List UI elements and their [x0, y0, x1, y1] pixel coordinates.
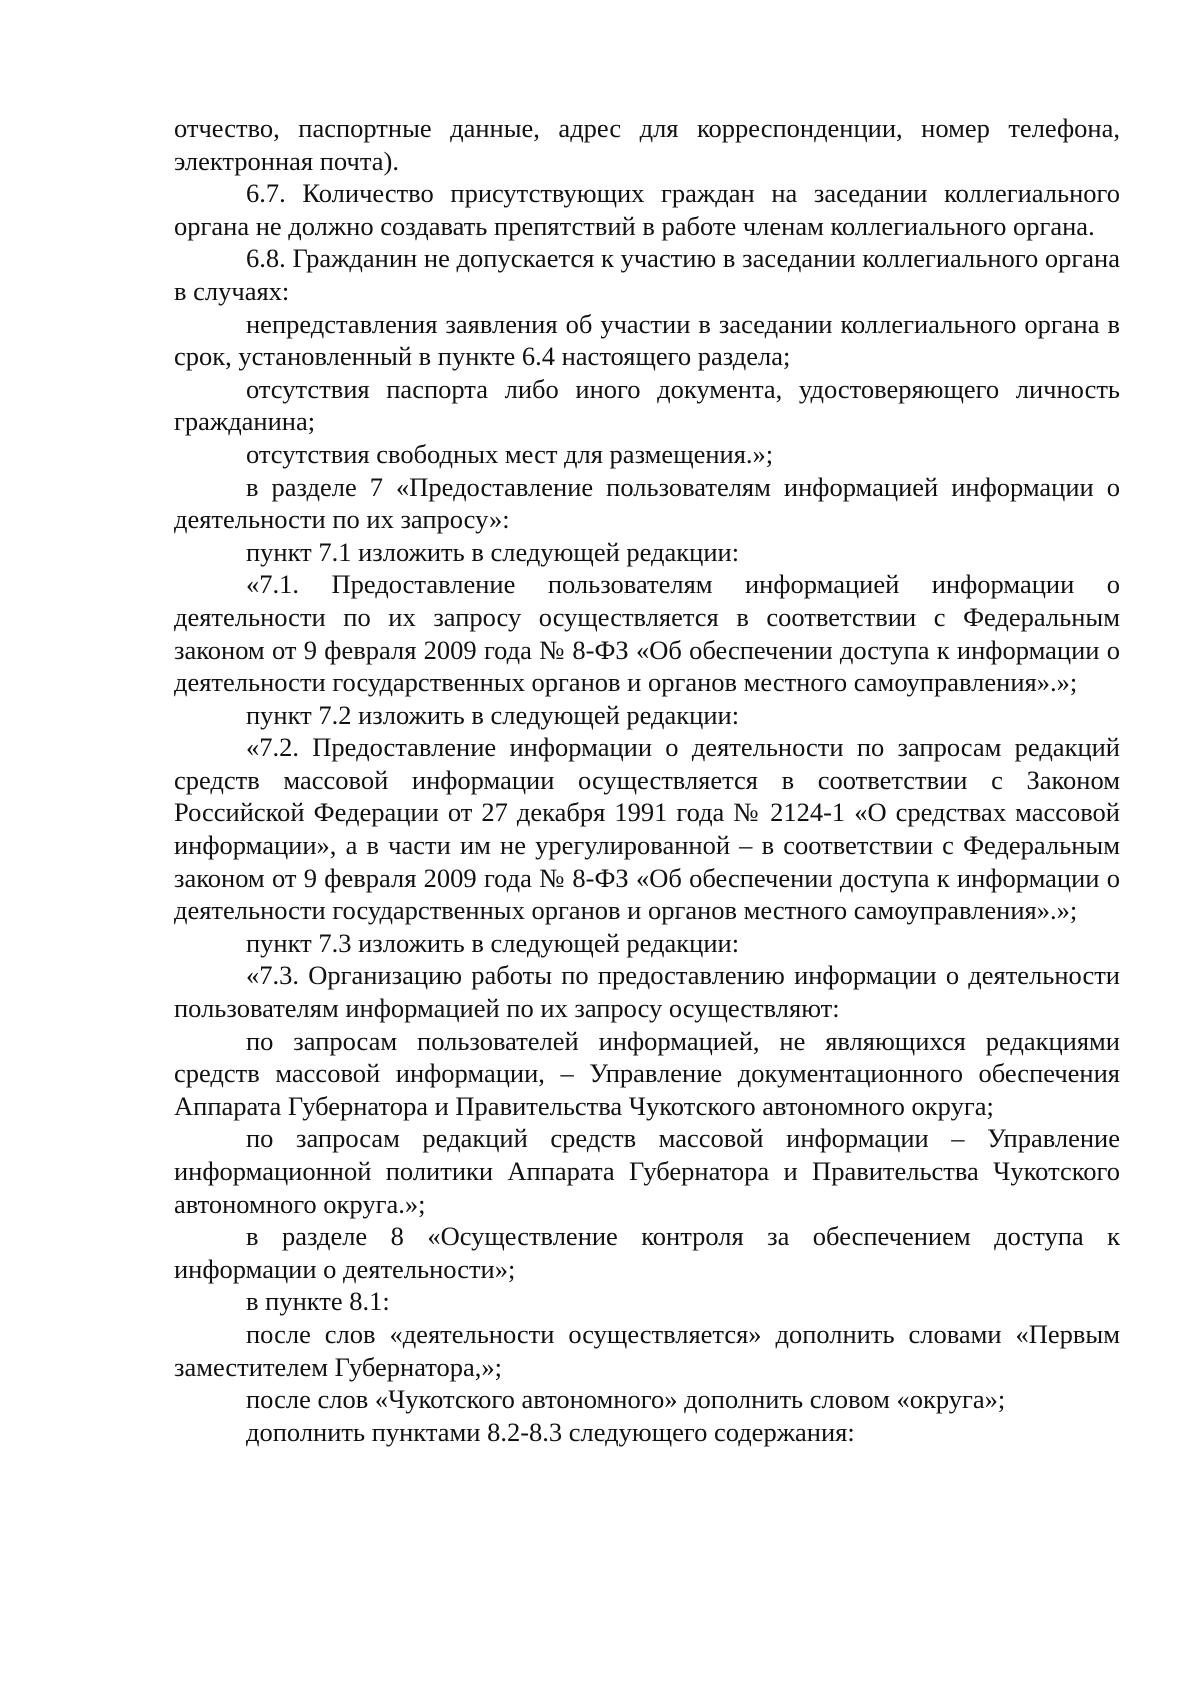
paragraph: в пункте 8.1:	[246, 1286, 390, 1317]
paragraph: в разделе 7 «Предоставление пользователям информацией информации о деятельности по их запросу»:	[174, 471, 1120, 535]
paragraph: непредставления заявления об участии в заседании коллегиального органа в срок, установленный в пункте 6.4 настоящего раздела;	[174, 308, 1120, 372]
paragraph: после слов «деятельности осуществляется» дополнить словами «Первым заместителем Губернатора,»;	[174, 1318, 1120, 1382]
paragraph: дополнить пунктами 8.2-8.3 следующего содержания:	[246, 1416, 855, 1447]
paragraph: по запросам редакций средств массовой информации – Управление информационной политики Аппарата Губернатора и Правительства Чукотского автономного округа.»;	[174, 1123, 1120, 1219]
paragraph: «7.3. Организацию работы по предоставлению информации о деятельности пользователям информацией по их запросу осуществляют:	[174, 960, 1120, 1024]
paragraph: 6.8. Гражданин не допускается к участию в заседании коллегиального органа в случаях:	[174, 243, 1120, 306]
document-body	[174, 112, 1120, 1448]
paragraph: 6.7. Количество присутствующих граждан на заседании коллегиального органа не должно создавать препятствий в работе членам коллегиального органа.	[174, 178, 1120, 241]
paragraph: пункт 7.1 изложить в следующей редакции:	[246, 536, 740, 567]
paragraph: отчество, паспортные данные, адрес для корреспонденции, номер телефона, электронная почта).	[174, 113, 1120, 176]
paragraph: «7.1. Предоставление пользователям информацией информации о деятельности по их запросу осуществляется в соответствии с Федеральным законом от 9 февраля 2009 года № 8-ФЗ «Об обеспечении доступа к информации о деятельности государственных органов и органов местного самоуправления».»;	[174, 569, 1120, 698]
paragraph: отсутствия свободных мест для размещения.»;	[246, 438, 774, 469]
paragraph: по запросам пользователей информацией, не являющихся редакциями средств массовой информации, – Управление документационного обеспечения Аппарата Губернатора и Правительства Чукотского автономного округа;	[174, 1025, 1120, 1121]
paragraph: пункт 7.2 изложить в следующей редакции:	[246, 699, 740, 730]
paragraph: пункт 7.3 изложить в следующей редакции:	[246, 927, 740, 958]
paragraph: отсутствия паспорта либо иного документа, удостоверяющего личность гражданина;	[174, 373, 1120, 437]
paragraph: «7.2. Предоставление информации о деятельности по запросам редакций средств массовой информации осуществляется в соответствии с Законом Российской Федерации от 27 декабря 1991 года № 2124-1 «О средствах массовой информации», а в части им не урегулированной – в соответствии с Федеральным законом от 9 февраля 2009 года № 8-ФЗ «Об обеспечении доступа к информации о деятельности государственных органов и органов местного самоуправления».»;	[174, 732, 1120, 926]
paragraph: после слов «Чукотского автономного» дополнить словом «округа»;	[246, 1384, 1006, 1415]
paragraph: в разделе 8 «Осуществление контроля за обеспечением доступа к информации о деятельности»;	[174, 1221, 1120, 1284]
